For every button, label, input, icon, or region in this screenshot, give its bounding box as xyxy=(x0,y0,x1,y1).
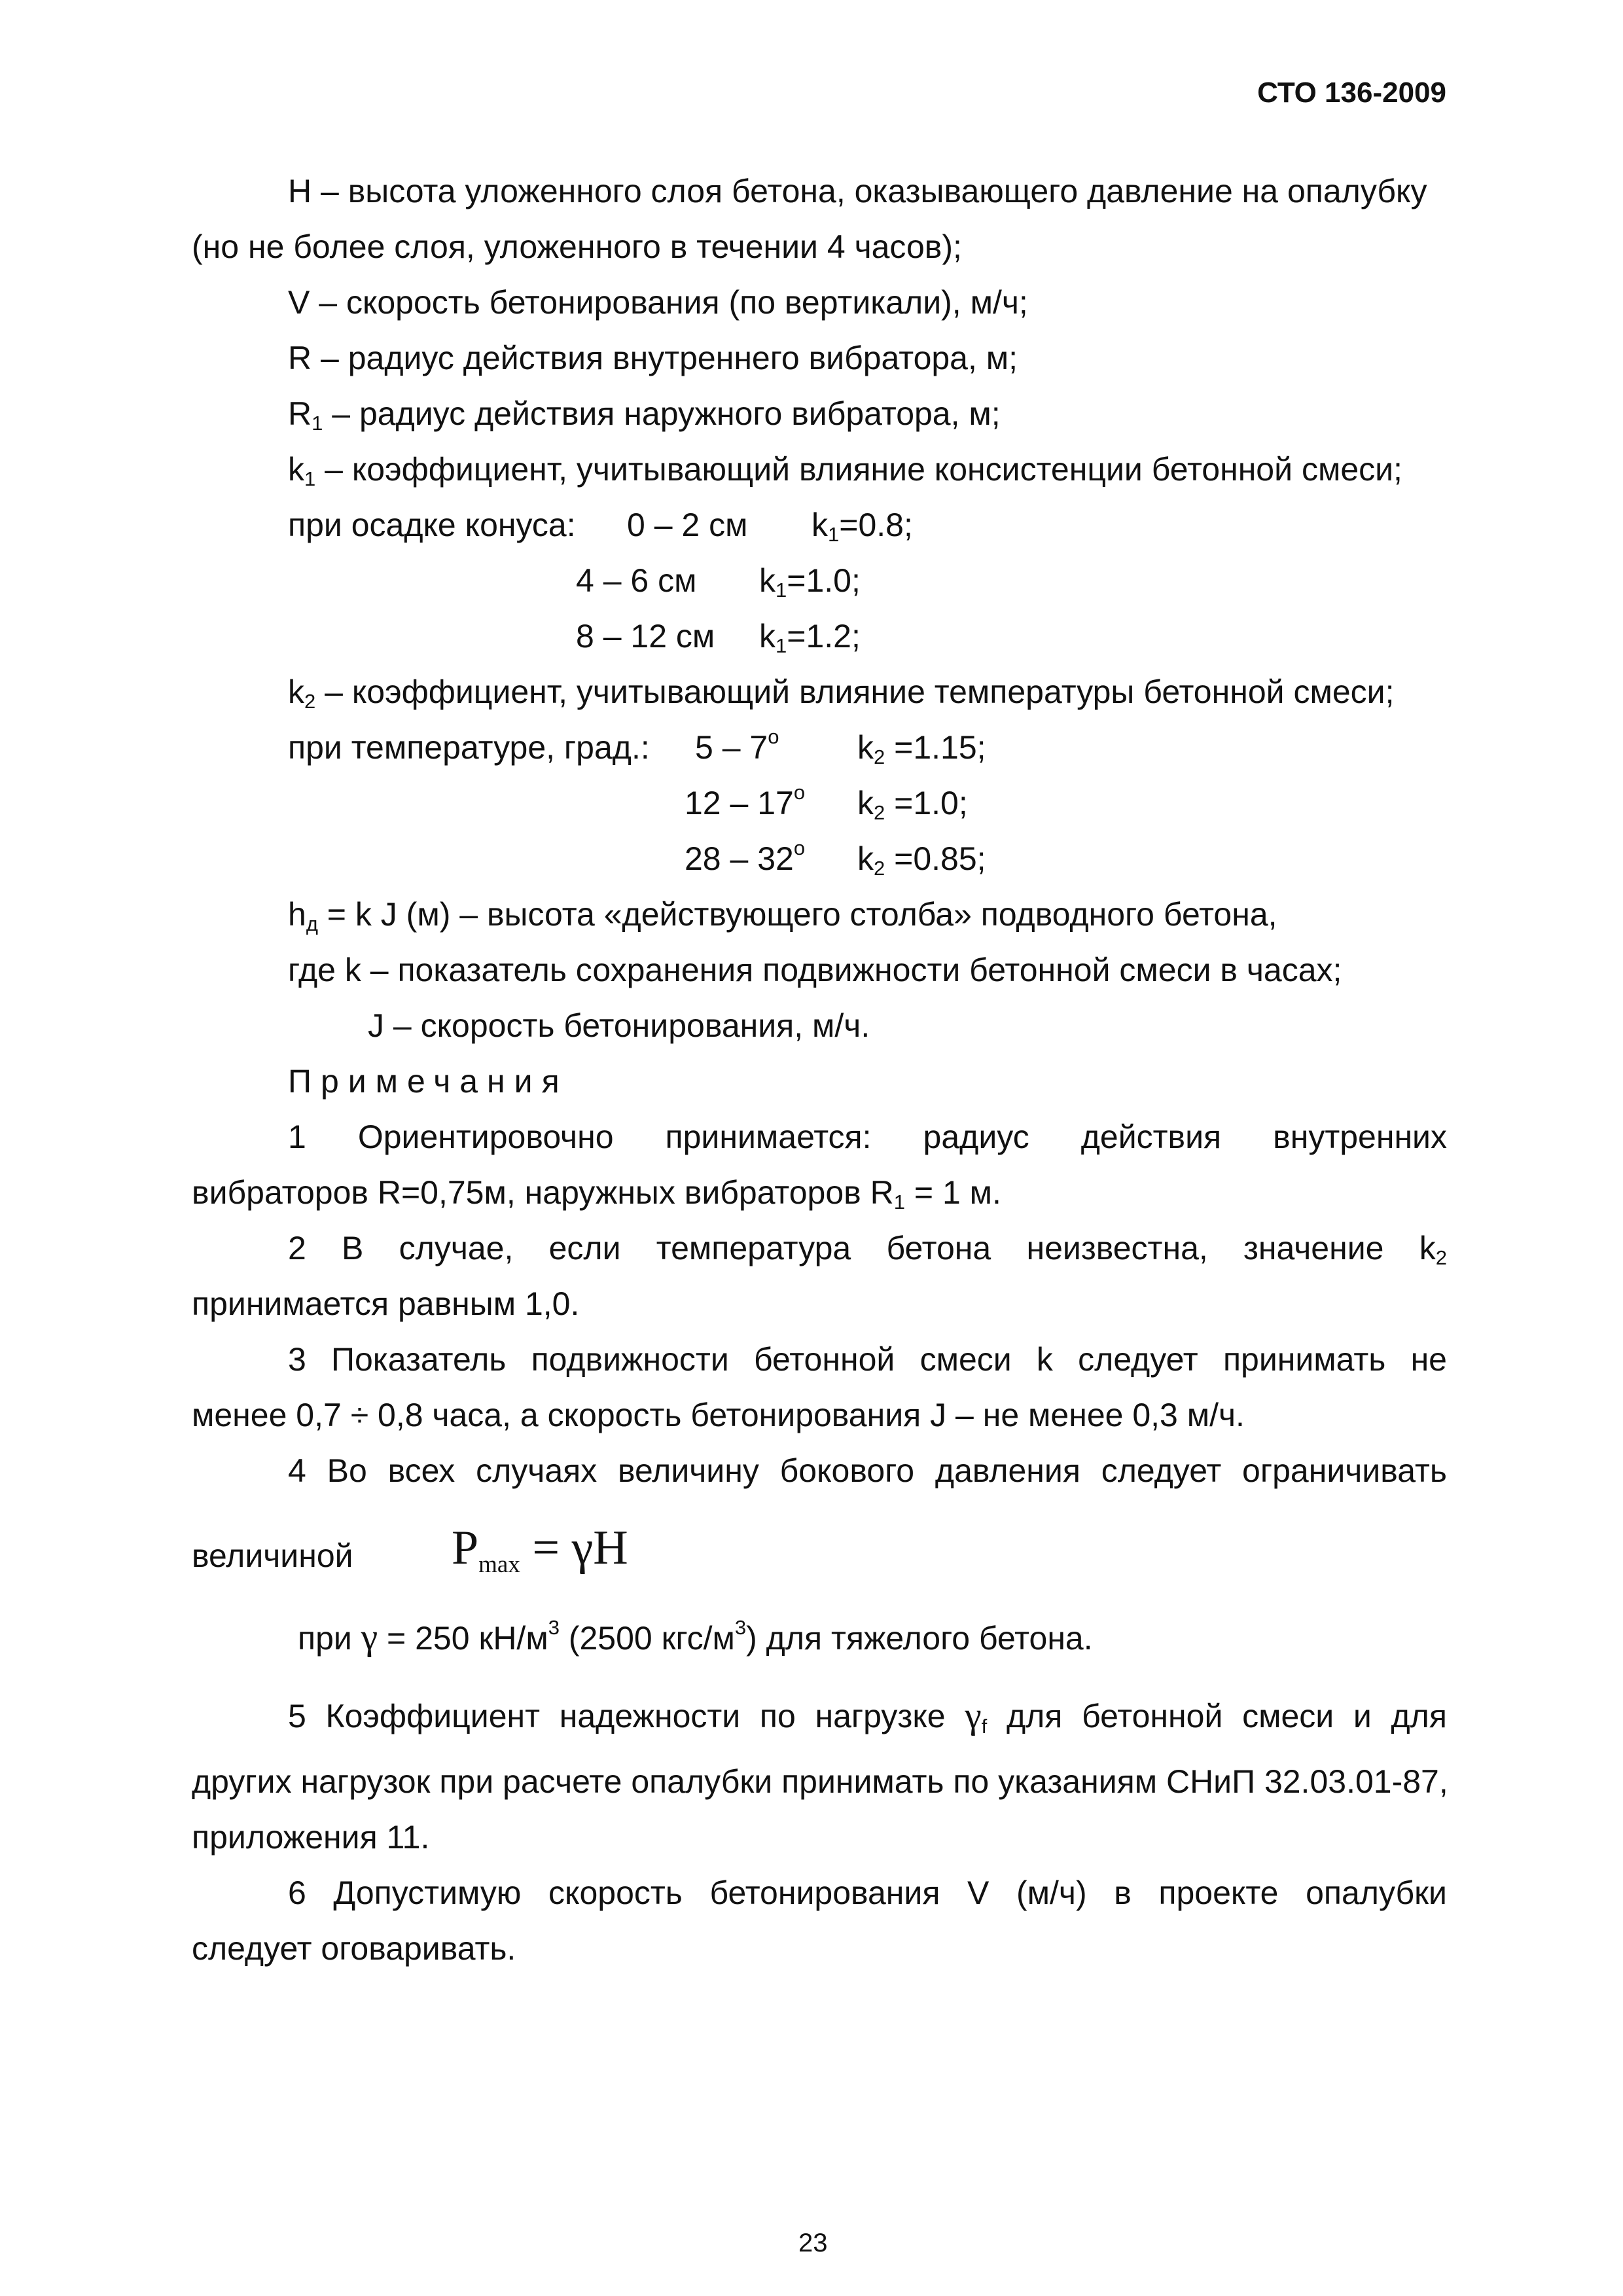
definition-r1: $R_1$ – радиус действия наружного вибратора, м; xyxy=(288,395,1001,435)
definition-hd: $h_д = k$ J (м) – высота «действующего столба» подводного бетона, xyxy=(288,896,1277,935)
definition-where-j: J – скорость бетонирования, м/ч. xyxy=(368,1007,870,1044)
note-1-line-2: вибраторов R=0,75м, наружных вибраторов $R_1 = 1$ м. xyxy=(192,1174,1001,1213)
note-1-line-1: 1 Ориентировочно принимается: радиус действия внутренних xyxy=(288,1119,1447,1155)
k2-row-2-value: $k_2 =1.0$; xyxy=(857,785,968,824)
note-6-line-2: следует оговаривать. xyxy=(192,1930,516,1967)
note-3-line-2: менее 0,7 ÷ 0,8 часа, а скорость бетонирования J – не менее 0,3 м/ч. xyxy=(192,1397,1245,1433)
k2-intro: при температуре, град.: xyxy=(288,729,650,766)
k1-row-2-value: $k_1=1.0$; xyxy=(759,562,861,601)
k2-row-2-range: 12 – 17$^o$ xyxy=(685,780,806,821)
k1-row-3-range: 8 – 12 см xyxy=(576,618,715,655)
k1-row-1-value: $k_1=0.8$; xyxy=(812,507,913,546)
note-2-line-2: принимается равным 1,0. xyxy=(192,1285,580,1322)
definition-k2: $k_2$ – коэффициент, учитывающий влияние температуры бетонной смеси; xyxy=(288,673,1395,713)
k1-row-1-range: 0 – 2 см xyxy=(627,507,748,543)
note-5-line-2: других нагрузок при расчете опалубки принимать по указаниям СНиП 32.03.01-87, xyxy=(192,1763,1448,1800)
note-5-line-3: приложения 11. xyxy=(192,1819,430,1856)
k2-row-1-range: 5 – 7$^o$ xyxy=(695,725,779,766)
k1-row-2-range: 4 – 6 см xyxy=(576,562,697,599)
note-5-line-1: 5 Коэффициент надежности по нагрузке $\gamma_f$ для бетонной смеси и для xyxy=(288,1695,1447,1738)
note-3-line-1: 3 Показатель подвижности бетонной смеси k следует принимать не xyxy=(288,1341,1447,1378)
definition-h-line2: (но не более слоя, уложенного в течении 4 часов); xyxy=(192,228,962,265)
k2-row-1-value: $k_2 =1.15$; xyxy=(857,729,986,768)
note-4-gamma-line: при γ = 250 $кН/м^3$ (2500 кгс/$м^3$) для тяжелого бетона. xyxy=(298,1615,1093,1658)
document-code-header: СТО 136-2009 xyxy=(1257,77,1446,109)
note-4-line-1: 4 Во всех случаях величину бокового давления следует ограничивать xyxy=(288,1452,1447,1489)
notes-heading: Примечания xyxy=(288,1063,569,1100)
k2-row-3-value: $k_2 =0.85$; xyxy=(857,840,986,880)
definition-k1: $k_1$ – коэффициент, учитывающий влияние консистенции бетонной смеси; xyxy=(288,451,1402,490)
note-6-line-1: 6 Допустимую скорость бетонирования V (м/ч) в проекте опалубки xyxy=(288,1874,1447,1911)
note-4-line-2: величиной xyxy=(192,1537,353,1574)
pmax-formula: $P_{max} = \gamma H$ xyxy=(452,1521,628,1578)
note-2-line-1: 2 В случае, если температура бетона неизвестна, значение $k_2$ xyxy=(288,1230,1447,1269)
definition-v: V – скорость бетонирования (по вертикали), м/ч; xyxy=(288,284,1028,321)
definition-where-k: где k – показатель сохранения подвижности бетонной смеси в часах; xyxy=(288,952,1342,988)
k2-row-3-range: 28 – 32$^o$ xyxy=(685,836,806,877)
page-number: 23 xyxy=(798,2229,828,2257)
definition-h-line1: H – высота уложенного слоя бетона, оказывающего давление на опалубку xyxy=(288,173,1427,209)
definition-r: R – радиус действия внутреннего вибратора, м; xyxy=(288,340,1018,376)
k1-row-3-value: $k_1=1.2$; xyxy=(759,618,861,657)
k1-intro: при осадке конуса: xyxy=(288,507,576,543)
